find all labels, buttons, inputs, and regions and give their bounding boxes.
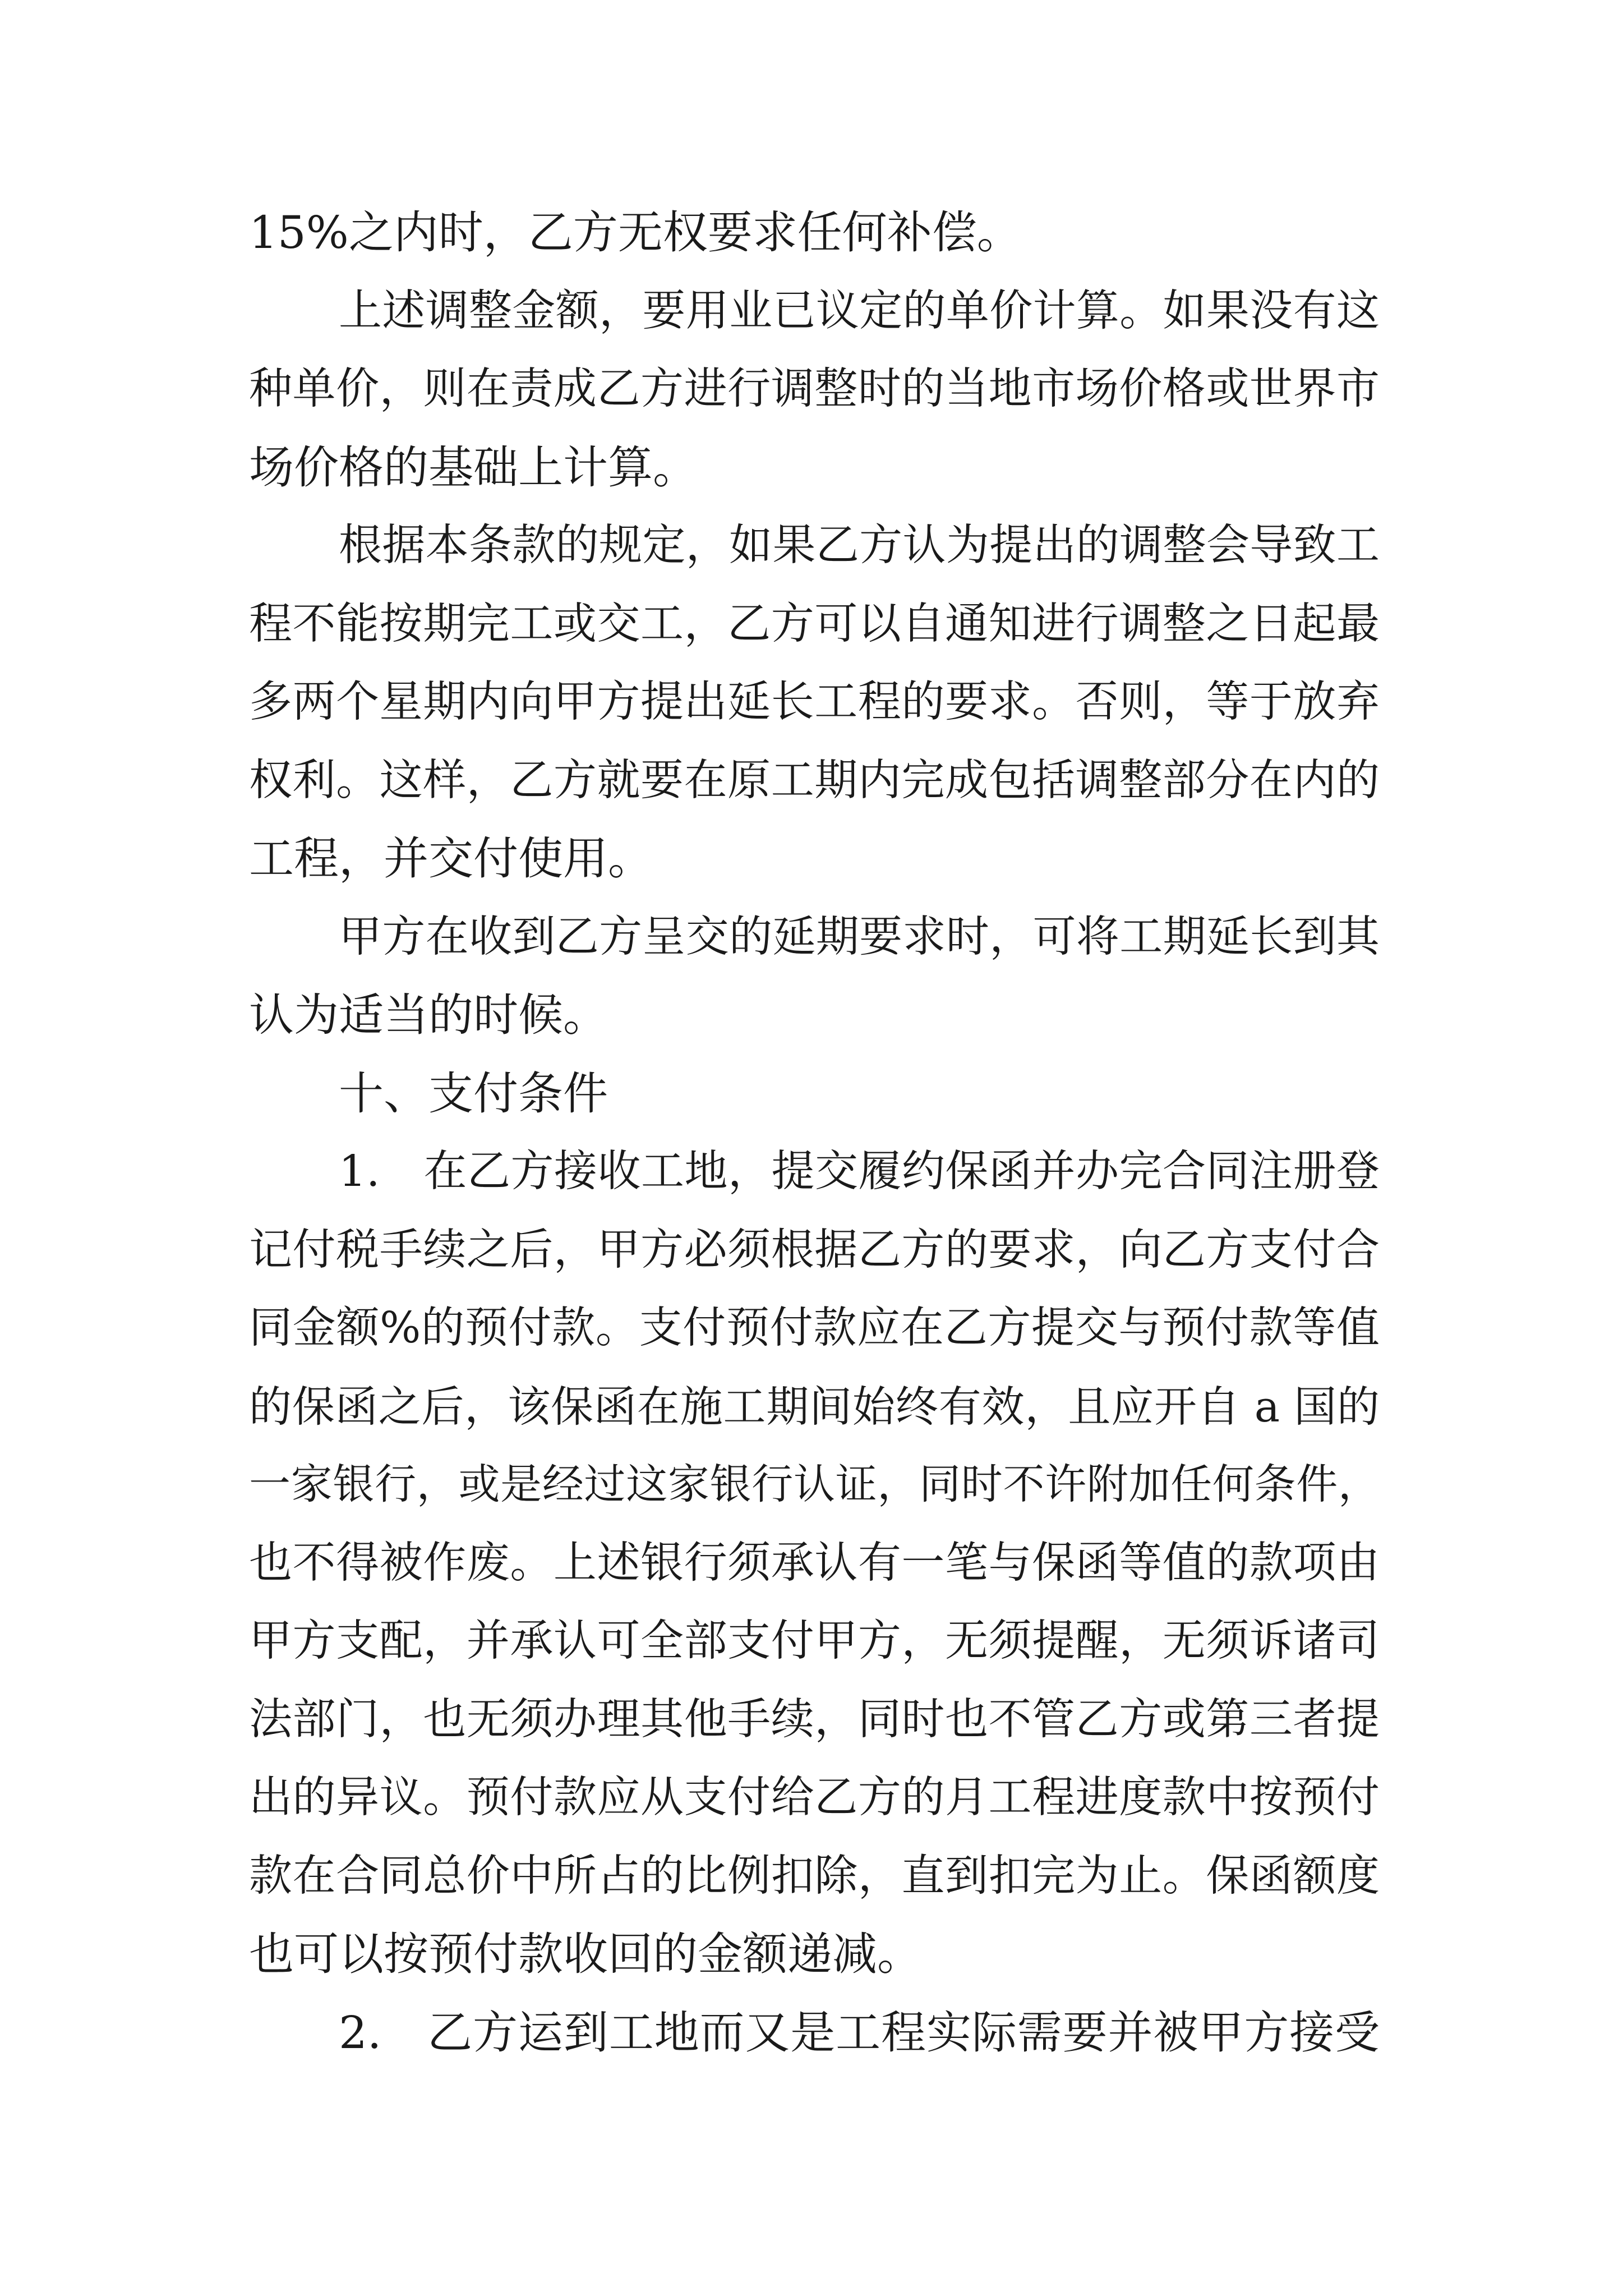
text-line: 的保函之后，该保函在施工期间始终有效，且应开自 a 国的 (249, 1381, 1380, 1432)
text-line: 15%之内时，乙方无权要求任何补偿。 (249, 206, 1022, 259)
text-line: 工程，并交付使用。 (249, 832, 653, 885)
text-line: 甲方在收到乙方呈交的延期要求时，可将工期延长到其 (339, 912, 1380, 962)
text-line: 法部门，也无须办理其他手续，同时也不管乙方或第三者提 (249, 1694, 1380, 1745)
text-line: 记付税手续之后，甲方必须根据乙方的要求，向乙方支付合 (249, 1225, 1380, 1275)
text-line: 根据本条款的规定，如果乙方认为提出的调整会导致工 (339, 521, 1380, 570)
text-line: 权利。这样，乙方就要在原工期内完成包括调整部分在内的 (249, 755, 1380, 806)
text-line: 十、支付条件 (339, 1067, 608, 1120)
text-line: 也可以按预付款收回的金额递减。 (249, 1928, 922, 1980)
text-line: 一家银行，或是经过这家银行认证，同时不许附加任何条件， (249, 1460, 1380, 1508)
text-line: 出的异议。预付款应从支付给乙方的月工程进度款中按预付 (249, 1773, 1380, 1823)
document-body (249, 194, 1380, 2072)
text-line: 程不能按期完工或交工，乙方可以自通知进行调整之日起最 (249, 599, 1380, 649)
text-line: 1. 在乙方接收工地，提交履约保函并办完合同注册登 (339, 1147, 1380, 1197)
text-line: 多两个星期内向甲方提出延长工程的要求。否则，等于放弃 (249, 677, 1380, 727)
text-line: 也不得被作废。上述银行须承认有一笔与保函等值的款项由 (249, 1538, 1380, 1588)
text-line: 认为适当的时候。 (249, 989, 608, 1041)
text-line: 款在合同总价中所占的比例扣除，直到扣完为止。保函额度 (249, 1851, 1380, 1901)
text-line: 2. 乙方运到工地而又是工程实际需要并被甲方接受 (339, 2006, 1380, 2059)
text-line: 同金额%的预付款。支付预付款应在乙方提交与预付款等值 (249, 1303, 1380, 1353)
text-line: 上述调整金额，要用业已议定的单价计算。如果没有这 (339, 286, 1380, 336)
text-line: 场价格的基础上计算。 (249, 441, 698, 494)
text-line: 种单价，则在责成乙方进行调整时的当地市场价格或世界市 (249, 364, 1380, 414)
text-line: 甲方支配，并承认可全部支付甲方，无须提醒，无须诉诸司 (249, 1616, 1380, 1666)
